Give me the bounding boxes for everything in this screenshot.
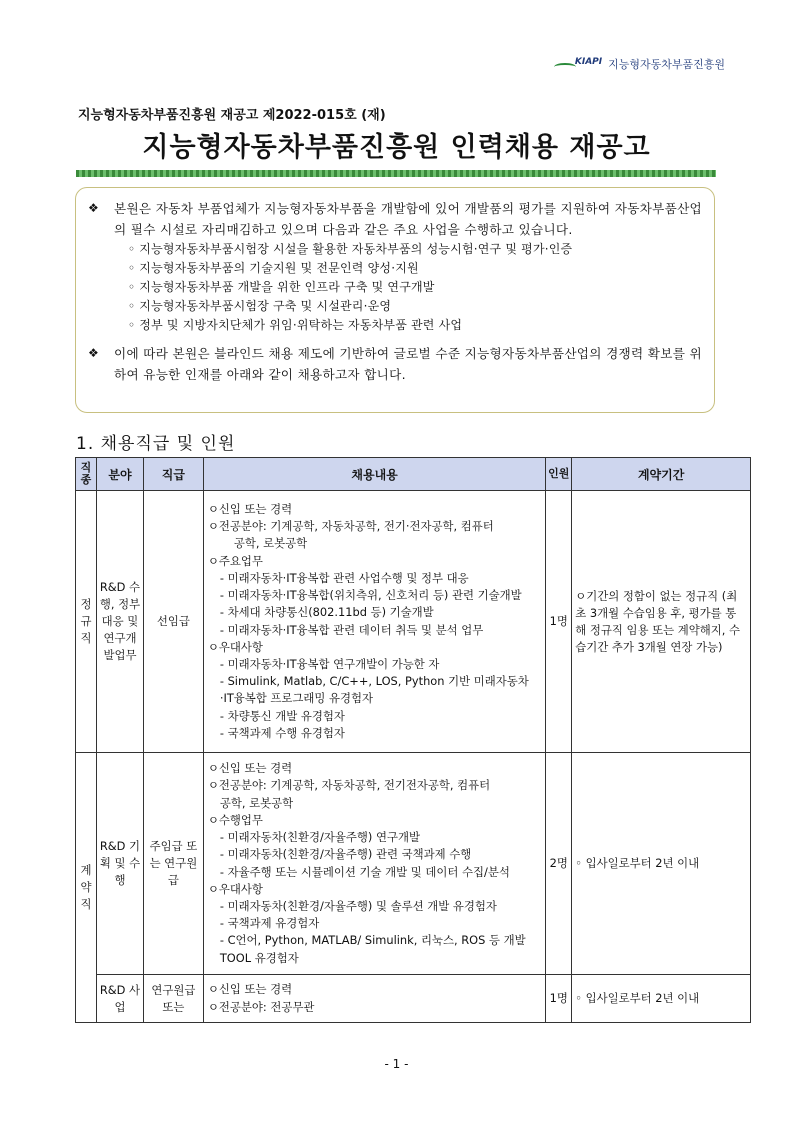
intro-box <box>75 187 715 413</box>
diamond-bullet-icon: ❖ <box>88 346 99 360</box>
intro-paragraph-1 <box>88 198 702 240</box>
content-line: - 미래자동차(친환경/자율주행) 연구개발 <box>219 830 420 845</box>
content-line: ㅇ전공분야: 전공무관 <box>207 999 315 1014</box>
content-line: ㅇ전공분야: 기계공학, 자동차공학, 전기·전자공학, 컴퓨터 <box>207 519 494 534</box>
business-item: ◦ 지능형자동차부품시험장 구축 및 시설관리·운영 <box>128 299 392 313</box>
notice-number: 지능형자동차부품진흥원 재공고 제2022-015호 (재) <box>78 108 386 123</box>
cell-count: 2명 <box>546 753 572 975</box>
content-line: ㅇ수행업무 <box>207 812 263 827</box>
cell-grade: 연구원급 또는 <box>143 975 203 1023</box>
table-row <box>76 491 751 753</box>
table-header-row <box>76 458 751 491</box>
cell-period: ◦ 입사일로부터 2년 이내 <box>572 975 751 1023</box>
cell-period: ◦ 입사일로부터 2년 이내 <box>572 753 751 975</box>
content-line: - C언어, Python, MATLAB/ Simulink, 리눅스, ROS 등 개발 TOOL 유경험자 <box>219 933 526 965</box>
cell-field: R&D 사업 <box>96 975 143 1023</box>
content-line: ㅇ우대사항 <box>207 639 263 654</box>
intro-paragraph-2 <box>88 343 702 385</box>
cell-grade: 선임급 <box>143 491 203 753</box>
section-heading: 1. 채용직급 및 인원 <box>76 434 236 454</box>
header-field: 분야 <box>96 458 143 491</box>
intro-text-1: 본원은 자동차 부품업체가 지능형자동차부품을 개발함에 있어 개발품의 평가를 지원하여 자동차부품산업의 필수 시설로 자리매김하고 있으며 다음과 같은 주요 사업을 수행하고 있습니다. <box>114 201 702 237</box>
intro-text-2: 이에 따라 본원은 블라인드 채용 제도에 기반하여 글로벌 수준 지능형자동차부품산업의 경쟁력 확보를 위하여 유능한 인재를 아래와 같이 채용하고자 합니다. <box>114 346 702 382</box>
cell-field: R&D 기획 및 수행 <box>96 753 143 975</box>
page-title: 지능형자동차부품진흥원 인력채용 재공고 <box>142 132 651 163</box>
table-row <box>76 753 751 975</box>
cell-type: 정규직 <box>76 491 97 753</box>
kiapi-logo-mark <box>554 57 602 71</box>
recruitment-table <box>75 457 751 1023</box>
content-line: 공학, 로봇공학 <box>219 795 294 810</box>
page-number: - 1 - <box>384 1057 409 1071</box>
content-line: ㅇ신입 또는 경력 <box>207 982 293 997</box>
kiapi-logo <box>554 56 725 72</box>
content-line: ㅇ신입 또는 경력 <box>207 502 293 517</box>
content-line: - 차량통신 개발 유경험자 <box>219 708 345 723</box>
title-underline <box>76 170 716 177</box>
header-type: 직종 <box>76 458 97 491</box>
content-line: - 미래자동차(친환경/자율주행) 및 솔루션 개발 유경험자 <box>219 898 497 913</box>
content-line: - 국책과제 유경험자 <box>219 916 320 931</box>
cell-content <box>203 491 545 753</box>
content-line: - 미래자동차(친환경/자율주행) 관련 국책과제 수행 <box>219 847 472 862</box>
content-line: - 차세대 차량통신(802.11bd 등) 기술개발 <box>219 605 434 620</box>
table-row <box>76 975 751 1023</box>
content-line: ㅇ우대사항 <box>207 881 263 896</box>
cell-grade: 주임급 또는 연구원급 <box>143 753 203 975</box>
content-line: - 미래자동차·IT융복합 관련 사업수행 및 정부 대응 <box>219 570 469 585</box>
content-line: - 미래자동차·IT융복합 관련 데이터 취득 및 분석 업무 <box>219 622 484 637</box>
cell-content <box>203 753 545 975</box>
content-line: - 미래자동차·IT융복합(위치측위, 신호처리 등) 관련 기술개발 <box>219 588 522 603</box>
content-line: 공학, 로봇공학 <box>233 536 308 551</box>
diamond-bullet-icon: ❖ <box>88 201 99 215</box>
content-line: - 자율주행 또는 시뮬레이션 기술 개발 및 데이터 수집/분석 <box>219 864 510 879</box>
header-period: 계약기간 <box>572 458 751 491</box>
cell-type: 계약직 <box>76 753 97 1023</box>
content-line: - 국책과제 수행 유경험자 <box>219 725 345 740</box>
header-grade: 직급 <box>143 458 203 491</box>
cell-field: R&D 수행, 정부대응 및 연구개발업무 <box>96 491 143 753</box>
logo-mark-text: KIAPI <box>574 57 603 67</box>
business-item: ◦ 정부 및 지방자치단체가 위임·위탁하는 자동차부품 관련 사업 <box>128 318 463 332</box>
content-line: ㅇ신입 또는 경력 <box>207 761 293 776</box>
cell-period: ㅇ기간의 정함이 없는 정규직 (최초 3개월 수습임용 후, 평가를 통해 정규직 임용 또는 계약해지, 수습기간 추가 3개월 연장 가능) <box>572 491 751 753</box>
business-item: ◦ 지능형자동차부품시험장 시설을 활용한 자동차부품의 성능시험·연구 및 평가·인증 <box>128 242 573 256</box>
business-item: ◦ 지능형자동차부품의 기술지원 및 전문인력 양성·지원 <box>128 261 419 275</box>
cell-count: 1명 <box>546 975 572 1023</box>
content-line: ㅇ주요업무 <box>207 553 263 568</box>
content-line: - Simulink, Matlab, C/C++, LOS, Python 기반 미래자동차·IT융복합 프로그래밍 유경험자 <box>219 674 529 706</box>
cell-count: 1명 <box>546 491 572 753</box>
header-count: 인원 <box>546 458 572 491</box>
logo-text: 지능형자동차부품진흥원 <box>608 58 725 71</box>
cell-content <box>203 975 545 1023</box>
content-line: ㅇ전공분야: 기계공학, 자동차공학, 전기전자공학, 컴퓨터 <box>207 778 491 793</box>
header-content: 채용내용 <box>203 458 545 491</box>
content-line: - 미래자동차·IT융복합 연구개발이 가능한 자 <box>219 656 440 671</box>
business-item: ◦ 지능형자동차부품 개발을 위한 인프라 구축 및 연구개발 <box>128 280 435 294</box>
